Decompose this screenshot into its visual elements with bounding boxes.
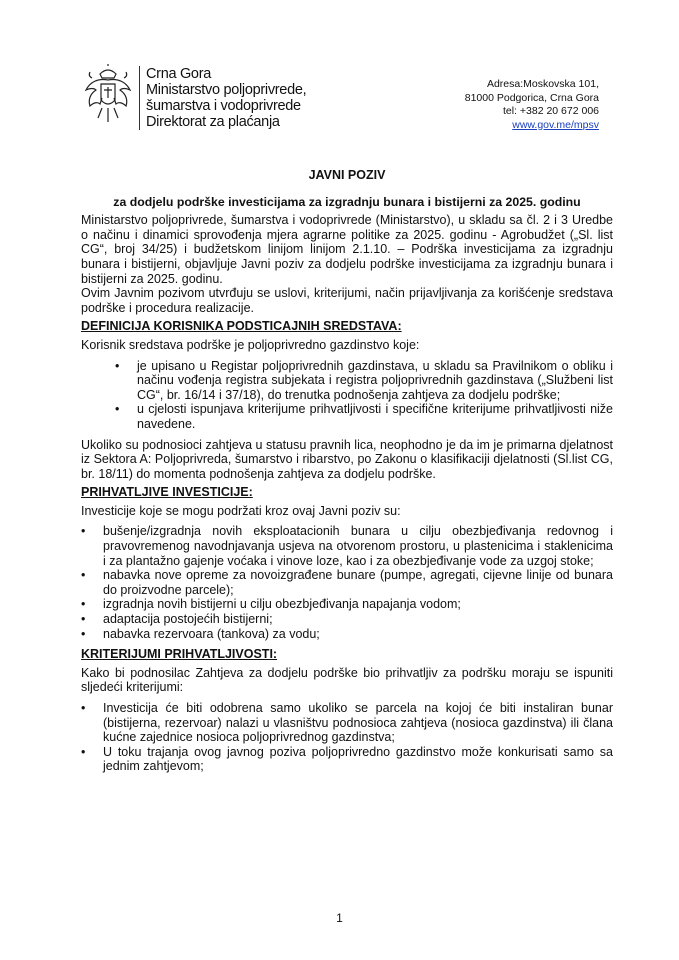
- list-item: • adaptacija postojećih bistijerni;: [81, 612, 273, 627]
- bullet-icon: •: [81, 524, 86, 539]
- list-item: • je upisano u Registar poljoprivrednih gazdinstava, u skladu sa Pravilnikom o obliku i načinu vođenja registra subjekata i registra poljoprivrednih gazdinstava („Službeni list CG“, br. 16/14 i 37/18), do trenutka podnošenja zahtjeva za dodjelu podrške;: [115, 358, 613, 402]
- coat-of-arms-icon: [80, 64, 136, 130]
- page-number: 1: [336, 911, 343, 925]
- list-item: • bušenje/izgradnja novih eksploatacionih bunara u cilju obezbjeđivanja redovnog i pravovremenog navodnjavanja usjeva na otvorenom prostoru, u plastenicima i staklenicima i za plantažno gajenje voćaka i vinove loze, kao i za obezbjeđivanje vode za uzgoj stoke;: [81, 524, 613, 568]
- bullet-icon: •: [81, 597, 86, 612]
- organization-block: [146, 66, 306, 130]
- investment-list: [81, 524, 613, 641]
- list-item: • nabavka rezervoara (tankova) za vodu;: [81, 626, 320, 641]
- bullet-icon: •: [81, 744, 86, 759]
- website-link[interactable]: www.gov.me/mpsv: [512, 118, 599, 131]
- document-body: [81, 168, 613, 780]
- bullet-icon: •: [115, 402, 120, 417]
- section-lead: Korisnik sredstava podrške je poljoprivredno gazdinstvo koje:: [81, 337, 420, 352]
- section-lead: Investicije koje se mogu podržati kroz ovaj Javni poziv su:: [81, 503, 401, 518]
- beneficiary-list: [115, 358, 613, 432]
- doc-title: JAVNI POZIV: [308, 168, 386, 182]
- doc-subtitle: za dodjelu podrške investicijama za izgradnju bunara i bistijerni za 2025. godinu: [113, 194, 581, 209]
- address-street: Adresa:Moskovska 101,: [486, 78, 599, 90]
- list-item: • Investicija će biti odobrena samo ukoliko se parcela na kojoj će biti instaliran bunar (bistijerna, rezervoar) nalazi u vlasništvu podnosioca zahtjeva (nosioca gazdinstva) ili člana kućne zajednice nosioca poljoprivrednog gazdinstva;: [81, 701, 613, 745]
- section-heading-criteria: KRITERIJUMI PRIHVATLJIVOSTI:: [81, 647, 278, 662]
- org-country: Crna Gora: [146, 66, 211, 82]
- section-lead: Kako bi podnosilac Zahtjeva za dodjelu podrške bio prihvatljiv za podršku moraju se ispuniti sljedeći kriterijumi:: [81, 665, 613, 695]
- section-heading-beneficiaries: DEFINICIJA KORISNIKA PODSTICAJNIH SREDSTAVA:: [81, 319, 402, 334]
- list-item: • nabavka nove opreme za novoizgrađene bunare (pumpe, agregati, cijevne linije od bunara do proizvodne parcele);: [81, 568, 613, 597]
- bullet-icon: •: [81, 701, 86, 715]
- section-heading-investments: PRIHVATLJIVE INVESTICIJE:: [81, 485, 253, 500]
- list-item: • izgradnja novih bistijerni u cilju obezbjeđivanja napajanja vodom;: [81, 597, 461, 612]
- bullet-icon: •: [115, 358, 120, 373]
- intro-paragraph-2: Ovim Javnim pozivom utvrđuju se uslovi, kriterijumi, način prijavljivanja za korišćenje sredstava podrške i procedura realizacije.: [81, 286, 613, 315]
- list-item: • u cjelosti ispunjava kriterijume prihvatljivosti i specifične kriterijume prihvatljivosti niže navedene.: [115, 402, 613, 431]
- header-divider: [139, 66, 140, 130]
- bullet-icon: •: [81, 612, 86, 627]
- legal-entity-note: Ukoliko su podnosioci zahtjeva u statusu pravnih lica, neophodno je da im je primarna djelatnost iz Sektora A: Poljoprivreda, šumarstvo i ribarstvo, po Zakonu o klasifikaciji djelatnosti (Sl.list CG, br. 18/11) do momenta podnošenja zahtjeva za dodjelu podrške.: [81, 437, 613, 481]
- address-block: [465, 78, 599, 132]
- org-ministry: Ministarstvo poljoprivrede,: [146, 82, 307, 98]
- address-city: 81000 Podgorica, Crna Gora: [464, 91, 599, 104]
- list-item: • U toku trajanja ovog javnog poziva poljoprivredno gazdinstvo može konkurisati samo sa jednim zahtjevom;: [81, 744, 613, 774]
- intro-paragraph: Ministarstvo poljoprivrede, šumarstva i vodoprivrede (Ministarstvo), u skladu sa čl. 2 i 3 Uredbe o načinu i dinamici sprovođenja mjera agrarne politike za 2025. godinu - Agrobudžet („Sl. list CG“, broj 34/25) i budžetskom linijom linijom 2.1.10. – Podrška investicijama za izgradnju bunara i bistijerni, objavljuje Javni poziv za dodjelu podrške investicijama za izgradnju bunara i bistijerni za 2025. godinu.: [81, 213, 613, 286]
- criteria-list: [81, 701, 613, 774]
- address-phone: tel: +382 20 672 006: [502, 105, 599, 117]
- bullet-icon: •: [81, 568, 86, 583]
- org-directorate: Direktorat za plaćanja: [146, 114, 280, 130]
- org-ministry-2: šumarstva i vodoprivrede: [146, 98, 301, 114]
- bullet-icon: •: [81, 626, 86, 641]
